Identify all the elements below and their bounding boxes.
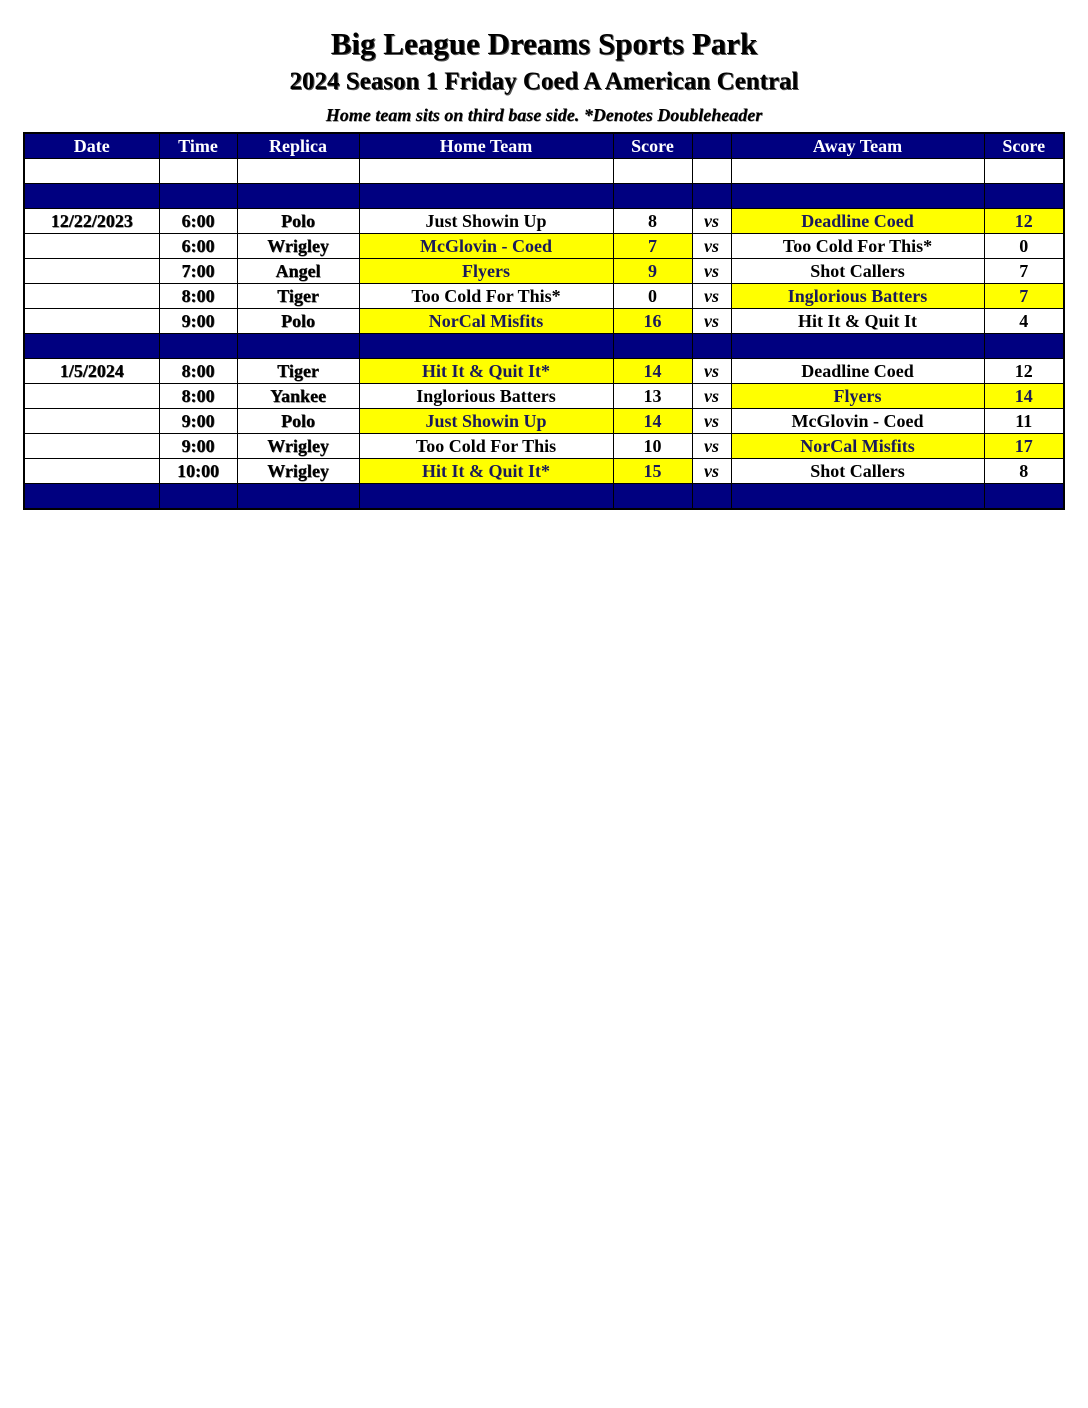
away-score-cell: 4 <box>984 309 1064 334</box>
away-team-cell: NorCal Misfits <box>731 434 984 459</box>
away-team-cell: Shot Callers <box>731 259 984 284</box>
date-cell <box>24 234 159 259</box>
col-away-team-header: Away Team <box>731 133 984 159</box>
home-team-cell: NorCal Misfits <box>359 309 613 334</box>
replica-cell: Angel <box>237 259 359 284</box>
replica-cell: Tiger <box>237 284 359 309</box>
vs-cell: vs <box>692 259 731 284</box>
col-away-score-header: Score <box>984 133 1064 159</box>
replica-cell: Wrigley <box>237 434 359 459</box>
replica-cell: Polo <box>237 409 359 434</box>
time-cell: 7:00 <box>159 259 237 284</box>
game-row <box>24 459 1064 484</box>
replica-cell: Yankee <box>237 384 359 409</box>
home-score-cell: 14 <box>613 359 692 384</box>
vs-cell: vs <box>692 209 731 234</box>
home-team-cell: Too Cold For This <box>359 434 613 459</box>
home-score-cell: 0 <box>613 284 692 309</box>
date-cell: 12/22/2023 <box>24 209 159 234</box>
date-cell <box>24 434 159 459</box>
away-score-cell: 0 <box>984 234 1064 259</box>
date-cell <box>24 384 159 409</box>
vs-cell: vs <box>692 459 731 484</box>
separator-band <box>24 334 1064 359</box>
time-cell: 8:00 <box>159 359 237 384</box>
game-row <box>24 359 1064 384</box>
away-score-cell: 17 <box>984 434 1064 459</box>
home-score-cell: 16 <box>613 309 692 334</box>
game-row <box>24 409 1064 434</box>
home-score-cell: 13 <box>613 384 692 409</box>
date-cell: 1/5/2024 <box>24 359 159 384</box>
home-team-cell: Inglorious Batters <box>359 384 613 409</box>
replica-cell: Wrigley <box>237 234 359 259</box>
page-subtitle: 2024 Season 1 Friday Coed A American Central <box>289 68 799 95</box>
away-team-cell: Flyers <box>731 384 984 409</box>
home-score-cell: 15 <box>613 459 692 484</box>
game-row <box>24 384 1064 409</box>
away-team-cell: Shot Callers <box>731 459 984 484</box>
time-cell: 6:00 <box>159 234 237 259</box>
away-team-cell: McGlovin - Coed <box>731 409 984 434</box>
time-cell: 10:00 <box>159 459 237 484</box>
page-title: Big League Dreams Sports Park <box>330 26 758 61</box>
game-row <box>24 284 1064 309</box>
col-time-header: Time <box>159 133 237 159</box>
vs-cell: vs <box>692 234 731 259</box>
col-home-team-header: Home Team <box>359 133 613 159</box>
away-score-cell: 8 <box>984 459 1064 484</box>
replica-cell: Polo <box>237 309 359 334</box>
away-score-cell: 7 <box>984 259 1064 284</box>
game-row <box>24 209 1064 234</box>
replica-cell: Polo <box>237 209 359 234</box>
game-row <box>24 234 1064 259</box>
col-date-header: Date <box>24 133 159 159</box>
home-team-cell: Just Showin Up <box>359 409 613 434</box>
time-cell: 6:00 <box>159 209 237 234</box>
home-team-cell: McGlovin - Coed <box>359 234 613 259</box>
schedule-body <box>24 159 1064 510</box>
game-row <box>24 434 1064 459</box>
game-row <box>24 259 1064 284</box>
col-replica-header: Replica <box>237 133 359 159</box>
date-cell <box>24 409 159 434</box>
away-score-cell: 14 <box>984 384 1064 409</box>
away-score-cell: 12 <box>984 359 1064 384</box>
time-cell: 9:00 <box>159 309 237 334</box>
time-cell: 9:00 <box>159 409 237 434</box>
home-team-cell: Too Cold For This* <box>359 284 613 309</box>
away-team-cell: Hit It & Quit It <box>731 309 984 334</box>
date-cell <box>24 259 159 284</box>
vs-cell: vs <box>692 409 731 434</box>
away-score-cell: 7 <box>984 284 1064 309</box>
col-home-score-header: Score <box>613 133 692 159</box>
time-cell: 8:00 <box>159 384 237 409</box>
away-team-cell: Inglorious Batters <box>731 284 984 309</box>
home-score-cell: 7 <box>613 234 692 259</box>
away-team-cell: Deadline Coed <box>731 209 984 234</box>
replica-cell: Wrigley <box>237 459 359 484</box>
date-cell <box>24 459 159 484</box>
date-cell <box>24 309 159 334</box>
page-note: Home team sits on third base side. *Denotes Doubleheader <box>325 105 763 125</box>
separator-band <box>24 184 1064 209</box>
home-team-cell: Flyers <box>359 259 613 284</box>
home-team-cell: Hit It & Quit It* <box>359 359 613 384</box>
vs-cell: vs <box>692 359 731 384</box>
header-row <box>24 133 1064 159</box>
schedule-table <box>23 132 1065 510</box>
home-team-cell: Hit It & Quit It* <box>359 459 613 484</box>
away-team-cell: Deadline Coed <box>731 359 984 384</box>
home-team-cell: Just Showin Up <box>359 209 613 234</box>
vs-cell: vs <box>692 309 731 334</box>
away-score-cell: 12 <box>984 209 1064 234</box>
vs-cell: vs <box>692 434 731 459</box>
replica-cell: Tiger <box>237 359 359 384</box>
col-vs-header <box>692 133 731 159</box>
home-score-cell: 8 <box>613 209 692 234</box>
home-score-cell: 14 <box>613 409 692 434</box>
date-cell <box>24 284 159 309</box>
time-cell: 9:00 <box>159 434 237 459</box>
away-team-cell: Too Cold For This* <box>731 234 984 259</box>
away-score-cell: 11 <box>984 409 1064 434</box>
vs-cell: vs <box>692 284 731 309</box>
home-score-cell: 10 <box>613 434 692 459</box>
blank-row <box>24 159 1064 184</box>
time-cell: 8:00 <box>159 284 237 309</box>
game-row <box>24 309 1064 334</box>
separator-band <box>24 484 1064 510</box>
home-score-cell: 9 <box>613 259 692 284</box>
vs-cell: vs <box>692 384 731 409</box>
